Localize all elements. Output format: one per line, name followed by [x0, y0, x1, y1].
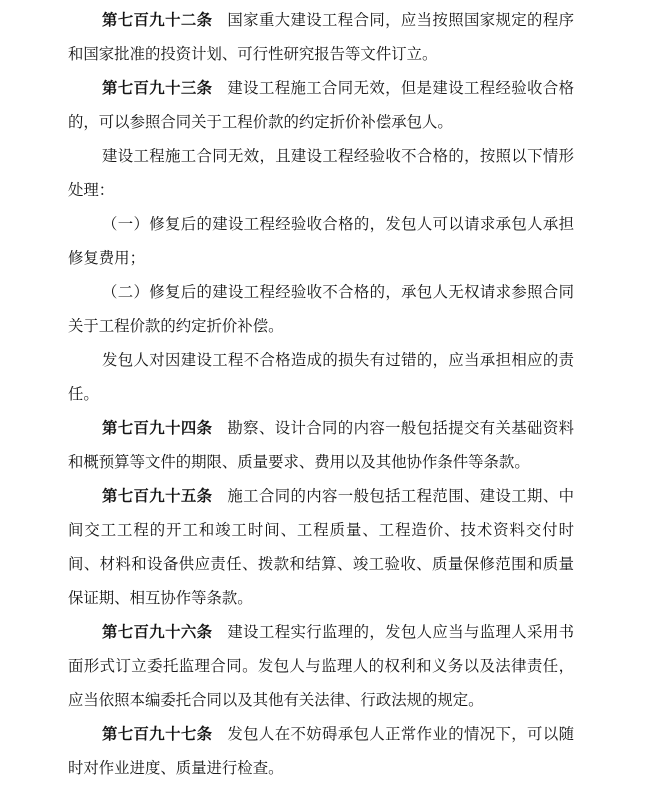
- paragraph-text: 建设工程施工合同无效，且建设工程经验收不合格的，按照以下情形处理：: [68, 148, 574, 199]
- paragraph-text: 国家重大建设工程合同，应当按照国家规定的程序和国家批准的投资计划、可行性研究报告等文件订立。: [68, 12, 574, 63]
- law-paragraph: [68, 208, 574, 276]
- law-paragraph: [68, 480, 574, 616]
- paragraph-text: 建设工程施工合同无效，但是建设工程经验收合格的，可以参照合同关于工程价款的约定折价补偿承包人。: [68, 80, 574, 131]
- article-number: 第七百九十四条: [102, 420, 213, 437]
- law-paragraph: [68, 140, 574, 208]
- paragraph-text: 发包人对因建设工程不合格造成的损失有过错的，应当承担相应的责任。: [68, 352, 574, 403]
- law-paragraph: [68, 412, 574, 480]
- article-number: 第七百九十六条: [102, 624, 213, 641]
- paragraph-text: 发包人在不妨碍承包人正常作业的情况下，可以随时对作业进度、质量进行检查。: [68, 726, 574, 777]
- article-number: 第七百九十三条: [102, 80, 213, 97]
- paragraph-text: 勘察、设计合同的内容一般包括提交有关基础资料和概预算等文件的期限、质量要求、费用以及其他协作条件等条款。: [68, 420, 574, 471]
- article-number: 第七百九十七条: [102, 726, 213, 743]
- paragraph-text: 施工合同的内容一般包括工程范围、建设工期、中间交工工程的开工和竣工时间、工程质量、工程造价、技术资料交付时间、材料和设备供应责任、拨款和结算、竣工验收、质量保修范围和质量保证期、相互协作等条款。: [68, 488, 574, 607]
- law-paragraph: [68, 72, 574, 140]
- paragraph-text: 建设工程实行监理的，发包人应当与监理人采用书面形式订立委托监理合同。发包人与监理人的权利和义务以及法律责任，应当依照本编委托合同以及其他有关法律、行政法规的规定。: [68, 624, 574, 709]
- law-paragraph: [68, 276, 574, 344]
- law-paragraph: [68, 616, 574, 718]
- law-paragraph: [68, 344, 574, 412]
- article-number: 第七百九十五条: [102, 488, 213, 505]
- paragraph-text: （一）修复后的建设工程经验收合格的，发包人可以请求承包人承担修复费用；: [68, 216, 574, 267]
- paragraph-text: （二）修复后的建设工程经验收不合格的，承包人无权请求参照合同关于工程价款的约定折价补偿。: [68, 284, 574, 335]
- article-number: 第七百九十二条: [102, 12, 213, 29]
- law-paragraph: [68, 718, 574, 786]
- document-content: [68, 4, 574, 786]
- law-paragraph: [68, 4, 574, 72]
